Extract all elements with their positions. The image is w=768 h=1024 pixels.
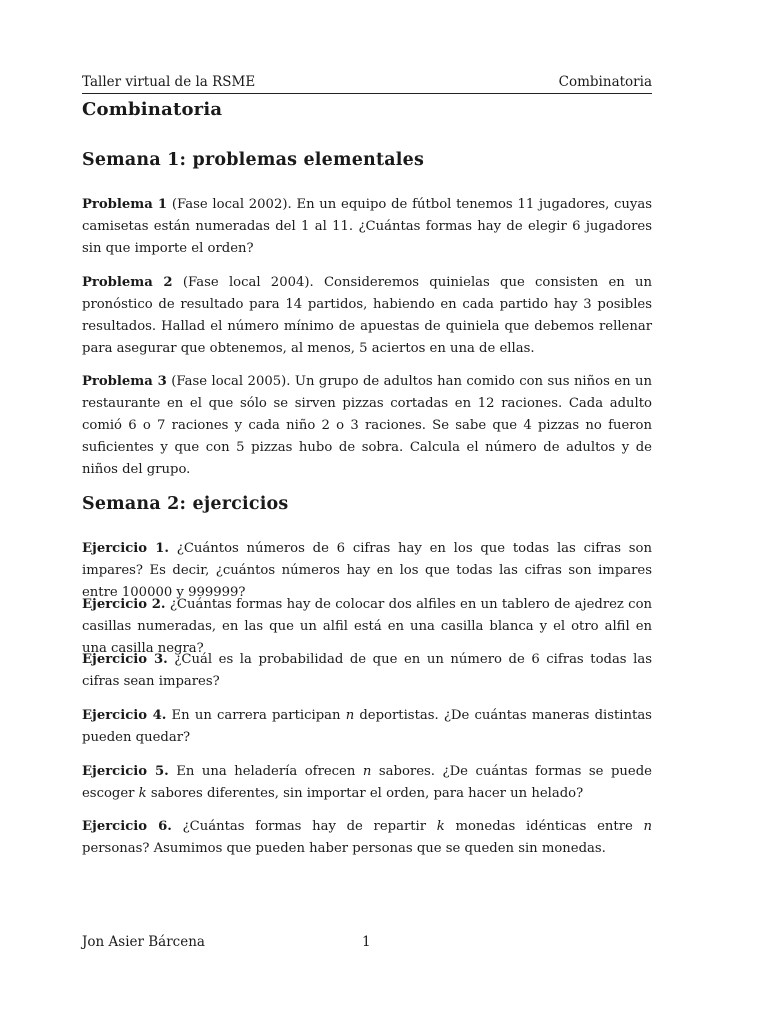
- exercise-5-label: Ejercicio 5.: [82, 764, 169, 779]
- exercise-6-text-before: ¿Cuántas formas hay de repartir: [182, 819, 427, 834]
- exercise-6-text-after: personas? Asumimos que pueden haber personas que se queden sin monedas.: [82, 841, 606, 856]
- header-right: Combinatoria: [558, 74, 652, 90]
- exercise-6-variable-n: n: [643, 819, 652, 834]
- section-heading-week-1: Semana 1: problemas elementales: [82, 150, 425, 170]
- problem-2: [82, 272, 652, 360]
- exercise-3-text: ¿Cuál es la probabilidad de que en un número de 6 cifras todas las cifras sean impares?: [82, 652, 652, 689]
- problem-3-text: Un grupo de adultos han comido con sus niños en un restaurante en el que sólo se sirven pizzas cortadas en 12 raciones. Cada adulto comió 6 o 7 raciones y cada niño 2 o 3 raciones. Se sabe que 4 pizzas no fueron suficientes y que con 5 pizzas hubo de sobra. Calcula el número de adultos y de niños del grupo.: [82, 374, 652, 477]
- exercise-1-text: ¿Cuántos números de 6 cifras hay en los que todas las cifras son impares? Es decir, ¿cuántos números hay en los que todas las cifras son impares entre 100000 y 999999?: [82, 541, 652, 600]
- exercise-6-variable-k: k: [436, 819, 445, 834]
- exercise-5-variable-n: n: [362, 764, 372, 779]
- exercise-5: [82, 761, 652, 805]
- exercise-4-text-after: deportistas. ¿De cuántas maneras distintas pueden quedar?: [82, 708, 652, 745]
- footer-author: Jon Asier Bárcena: [82, 934, 205, 950]
- problem-1-label: Problema 1: [82, 197, 168, 212]
- header-left: Taller virtual de la RSME: [82, 74, 256, 90]
- problem-2-source: (Fase local 2004).: [182, 275, 314, 290]
- section-heading-week-2: Semana 2: ejercicios: [82, 494, 289, 514]
- document-title: Combinatoria: [82, 99, 223, 120]
- problem-3: [82, 371, 652, 481]
- exercise-5-variable-k: k: [138, 786, 147, 801]
- exercise-3-label: Ejercicio 3.: [82, 652, 168, 667]
- problem-2-text: Consideremos quinielas que consisten en un pronóstico de resultado para 14 partidos, habiendo en cada partido hay 3 posibles resultados. Hallad el número mínimo de apuestas de quiniela que debemos rellenar para asegurar que obtenemos, al menos, 5 aciertos en una de ellas.: [82, 275, 652, 356]
- problem-2-label: Problema 2: [82, 275, 173, 290]
- problem-3-label: Problema 3: [82, 374, 167, 389]
- footer-page-number: 1: [362, 934, 371, 950]
- exercise-4-text-before: En un carrera participan: [171, 708, 341, 723]
- problem-1-text: En un equipo de fútbol tenemos 11 jugadores, cuyas camisetas están numeradas del 1 al 11. ¿Cuántas formas hay de elegir 6 jugadores sin que importe el orden?: [82, 197, 652, 256]
- exercise-2-text: ¿Cuántas formas hay de colocar dos alfiles en un tablero de ajedrez con casillas numeradas, en las que un alfil está en una casilla blanca y el otro alfil en una casilla negra?: [82, 597, 653, 656]
- exercise-1-label: Ejercicio 1.: [82, 541, 169, 556]
- exercise-6-label: Ejercicio 6.: [82, 819, 172, 834]
- exercise-5-text-after: sabores diferentes, sin importar el orden, para hacer un helado?: [150, 786, 584, 801]
- problem-1: [82, 194, 652, 260]
- exercise-4-label: Ejercicio 4.: [82, 708, 167, 723]
- problem-1-source: (Fase local 2002).: [171, 197, 292, 212]
- exercise-4-variable-n: n: [345, 708, 355, 723]
- exercise-4: [82, 705, 652, 749]
- problem-3-source: (Fase local 2005).: [171, 374, 291, 389]
- exercise-5-text-middle: sabores. ¿De cuántas formas se puede escoger: [82, 764, 652, 801]
- exercise-5-text-before: En una heladería ofrecen: [176, 764, 356, 779]
- exercise-6: [82, 816, 652, 860]
- exercise-2-label: Ejercicio 2.: [82, 597, 166, 612]
- exercise-6-text-middle: monedas idénticas entre: [455, 819, 633, 834]
- exercise-3: [82, 649, 652, 693]
- running-header: [82, 72, 652, 94]
